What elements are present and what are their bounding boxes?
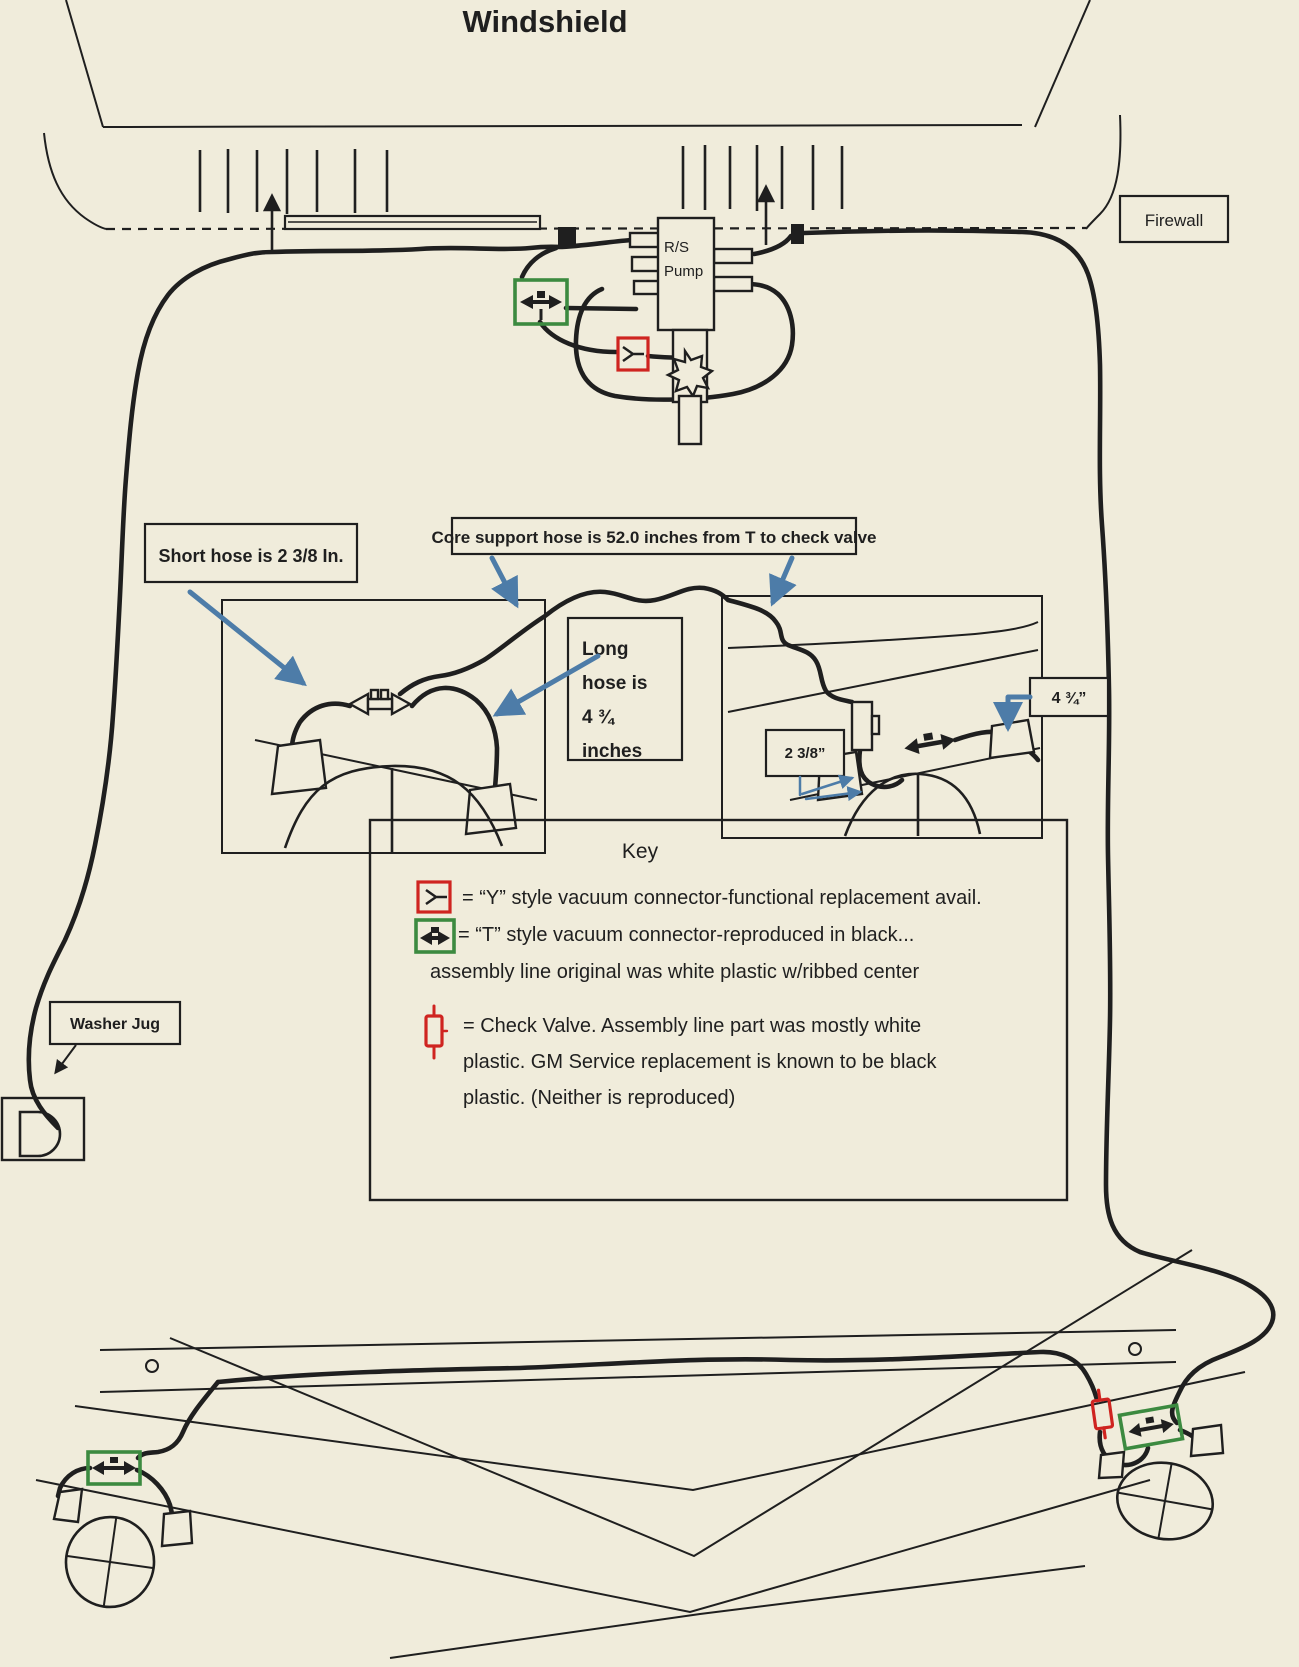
callout-long-hose: [568, 618, 682, 762]
left-inset-actuator-a: [272, 740, 326, 794]
rail-hole-right: [1129, 1343, 1141, 1355]
vacuum-hoses: [29, 231, 1273, 1518]
cowl-vents-left: [200, 149, 387, 252]
key-check-valve-line2: plastic. GM Service replacement is known to be black: [463, 1051, 937, 1073]
washer-jug-pointer-arrow: [56, 1045, 76, 1072]
left-actuator-b: [162, 1511, 192, 1546]
firewall-label-text: Firewall: [1144, 211, 1204, 230]
right-inset-core-support-line: [728, 650, 1038, 712]
right-inset-wheel-arc: [845, 774, 980, 836]
arrow-core-support-left: [492, 558, 516, 604]
pump-port-left-1: [630, 233, 659, 247]
firewall-grommet-left: [558, 227, 576, 245]
lower-edge-line: [390, 1566, 1085, 1658]
callout-long-hose-line3: 4 ¾: [582, 707, 614, 728]
lower-valance-v-line: [36, 1480, 1150, 1612]
callout-long-hose-line4: inches: [582, 741, 643, 762]
right-actuator-b: [1191, 1425, 1223, 1456]
windshield-base-line: [103, 125, 1022, 127]
core-support-rail-upper: [100, 1330, 1176, 1350]
pump-stem: [679, 396, 701, 444]
right-wheel: [1111, 1455, 1219, 1547]
key-heading: Key: [621, 840, 659, 863]
right-inset-check-valve: [852, 702, 872, 750]
rs-pump-label-line2: Pump: [664, 263, 704, 280]
rs-pump: [630, 218, 752, 444]
key-t-connector-text: = “T” style vacuum connector-reproduced in black...: [458, 924, 915, 946]
arrow-short-hose-to-inset: [190, 592, 303, 683]
left-t-connector-icon: [92, 1457, 136, 1475]
t-connector-black-icon: [902, 729, 957, 757]
key-check-valve-line3: plastic. (Neither is reproduced): [463, 1087, 736, 1109]
hose-washer-to-pump: [29, 240, 632, 1128]
hose-left-actuator-b: [137, 1470, 173, 1518]
y-connector-marker-top: [618, 338, 648, 370]
key-t-connector-icon: [416, 920, 454, 952]
t-connector-icon: [520, 291, 562, 320]
valance-v-line: [170, 1250, 1192, 1556]
callout-short-hose: [145, 524, 357, 582]
cowl-hash-lines-right: [683, 145, 842, 211]
y-connector-icon: [623, 347, 644, 361]
right-inset-fender-line: [728, 622, 1038, 648]
key-check-valve-icon: [426, 1006, 447, 1058]
right-headlight-assembly: [1091, 1389, 1223, 1547]
key-panel-border: [370, 820, 1067, 1200]
key-y-connector-icon: [418, 882, 450, 912]
measure-2-3-8-text: 2 3/8”: [784, 745, 826, 762]
right-inset: [722, 596, 1042, 838]
hose-t-to-pump: [566, 308, 636, 309]
right-body-curve: [1086, 115, 1120, 229]
pump-port-right-1: [714, 249, 752, 263]
firewall-label: [1120, 196, 1228, 242]
key-t-connector-cont-text: assembly line original was white plastic w/ribbed center: [430, 961, 920, 983]
right-inset-check-valve-notch: [872, 716, 879, 734]
left-inset: [222, 600, 545, 853]
firewall-grommet-right: [791, 224, 804, 244]
rs-pump-label-line1: R/S: [664, 239, 690, 256]
rail-hole-left: [146, 1360, 158, 1372]
callout-short-hose-text: Short hose is 2 3/8 In.: [158, 546, 344, 566]
key-panel: [370, 820, 1067, 1200]
t-connector-marker-top: [515, 280, 567, 324]
key-check-valve-line1: = Check Valve. Assembly line part was mostly white: [463, 1015, 922, 1037]
page-title: Windshield: [462, 4, 628, 39]
pump-port-left-3: [634, 281, 659, 294]
hose-inset-right-hump: [412, 688, 497, 788]
left-inset-actuator-b: [466, 784, 516, 834]
hose-branch-to-t: [522, 248, 556, 277]
callout-core-support-text: Core support hose is 52.0 inches from T to check valve: [431, 528, 877, 547]
pump-port-left-2: [632, 257, 659, 271]
callout-long-hose-line1: Long: [582, 639, 629, 660]
washer-jug-cap: [20, 1112, 60, 1156]
cowl-hash-lines-left: [200, 149, 387, 214]
hose-pump-to-firewall: [754, 236, 791, 254]
windshield-left-pillar: [66, 0, 103, 127]
measure-4-3-4-text: 4 ¾”: [1051, 690, 1087, 707]
hose-right-side-run: [804, 231, 1273, 1423]
right-inset-actuator-b: [990, 720, 1034, 758]
fender-line: [75, 1372, 1245, 1490]
left-headlight-assembly: [54, 1452, 192, 1613]
front-end: [36, 1250, 1245, 1658]
callout-core-support: [432, 518, 877, 554]
callout-long-hose-line2: hose is: [582, 673, 648, 694]
right-actuator-a: [1099, 1452, 1124, 1478]
left-body-curve: [44, 133, 106, 229]
cowl-wiper-bar: [285, 216, 804, 245]
left-wheel: [60, 1511, 160, 1612]
windshield-right-pillar: [1035, 0, 1090, 127]
pump-port-right-2: [714, 277, 752, 291]
washer-jug-label-text: Washer Jug: [69, 1016, 161, 1033]
key-y-connector-text: = “Y” style vacuum connector-functional replacement avail.: [462, 887, 982, 909]
